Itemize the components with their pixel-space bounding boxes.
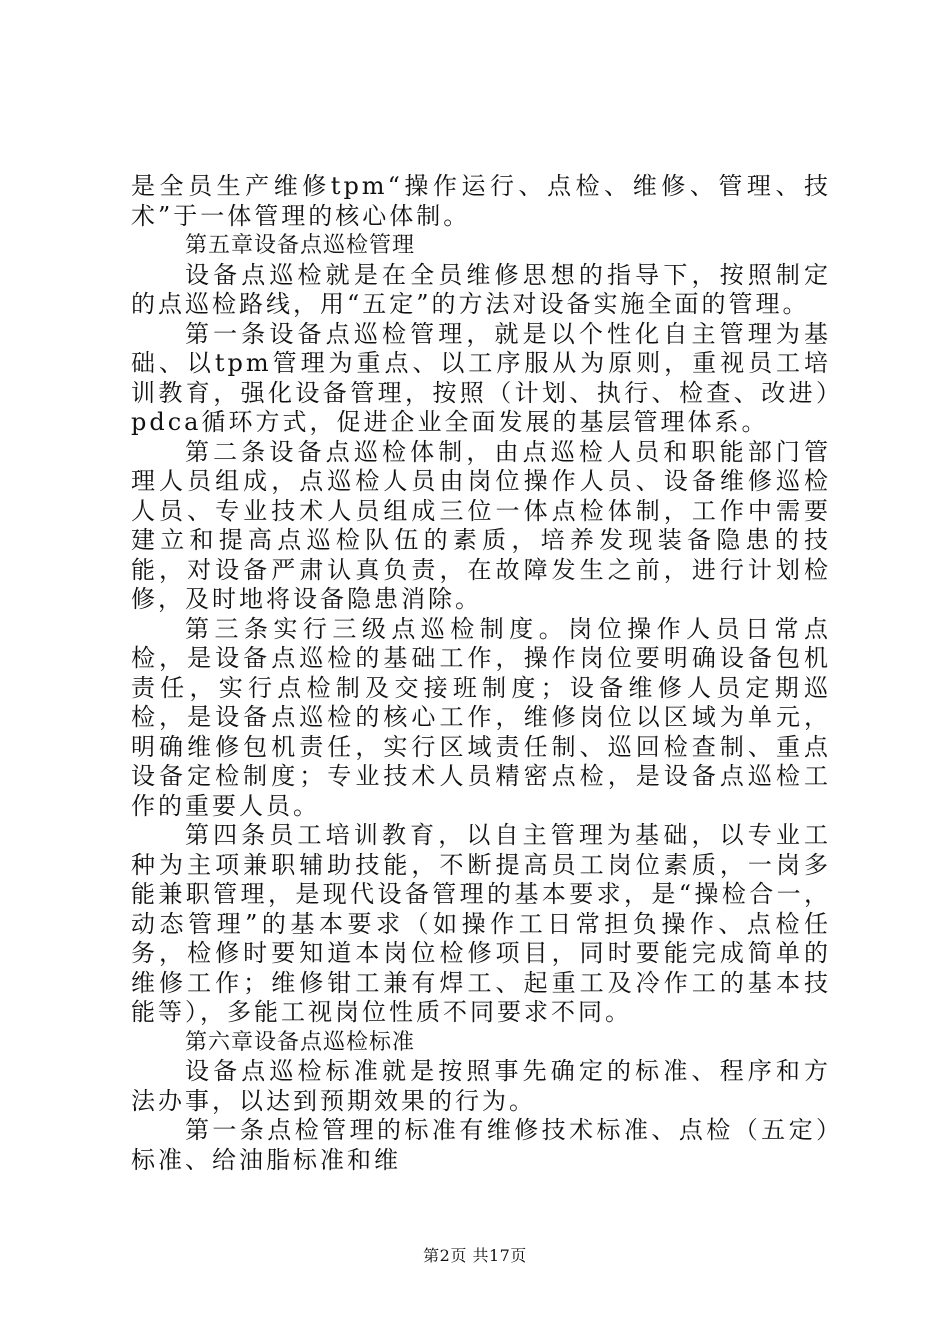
document-body: [131, 172, 831, 1175]
page-number-footer: 第2页 共17页: [423, 1246, 527, 1265]
paragraph-chapter6-article-1: 第一条点检管理的标准有维修技术标准、点检（五定）标准、给油脂标准和维: [131, 1116, 831, 1174]
chapter-heading-5: 第五章设备点巡检管理: [185, 233, 416, 258]
paragraph-article-1: 第一条设备点巡检管理，就是以个性化自主管理为基础、以tpm管理为重点、以工序服从为原则，重视员工培训教育，强化设备管理，按照（计划、执行、检查、改进）pdca循环方式，促进企业全面发展的基层管理体系。: [131, 319, 831, 436]
paragraph-chapter6-intro: 设备点巡检标准就是按照事先确定的标准、程序和方法办事，以达到预期效果的行为。: [131, 1057, 831, 1115]
paragraph-article-3: 第三条实行三级点巡检制度。岗位操作人员日常点检，是设备点巡检的基础工作，操作岗位要明确设备包机责任，实行点检制及交接班制度；设备维修人员定期巡检，是设备点巡检的核心工作，维修岗位以区域为单元，明确维修包机责任，实行区域责任制、巡回检查制、重点设备定检制度；专业技术人员精密点检，是设备点巡检工作的重要人员。: [131, 614, 831, 820]
paragraph-continuation: 是全员生产维修tpm“操作运行、点检、维修、管理、技术”于一体管理的核心体制。: [131, 172, 831, 230]
chapter-heading-6: 第六章设备点巡检标准: [185, 1029, 416, 1055]
paragraph-article-2: 第二条设备点巡检体制，由点巡检人员和职能部门管理人员组成，点巡检人员由岗位操作人员、设备维修巡检人员、专业技术人员组成三位一体点检体制，工作中需要建立和提高点巡检队伍的素质，培养发现装备隐患的技能，对设备严肃认真负责，在故障发生之前，进行计划检修，及时地将设备隐患消除。: [131, 437, 831, 613]
paragraph-article-4: 第四条员工培训教育，以自主管理为基础，以专业工种为主项兼职辅助技能，不断提高员工岗位素质，一岗多能兼职管理，是现代设备管理的基本要求，是“操检合一，动态管理”的基本要求（如操作工日常担负操作、点检任务，检修时要知道本岗位检修项目，同时要能完成简单的维修工作；维修钳工兼有焊工、起重工及冷作工的基本技能等），多能工视岗位性质不同要求不同。: [131, 821, 831, 1026]
paragraph-chapter5-intro: 设备点巡检就是在全员维修思想的指导下，按照制定的点巡检路线，用“五定”的方法对设备实施全面的管理。: [131, 260, 831, 318]
